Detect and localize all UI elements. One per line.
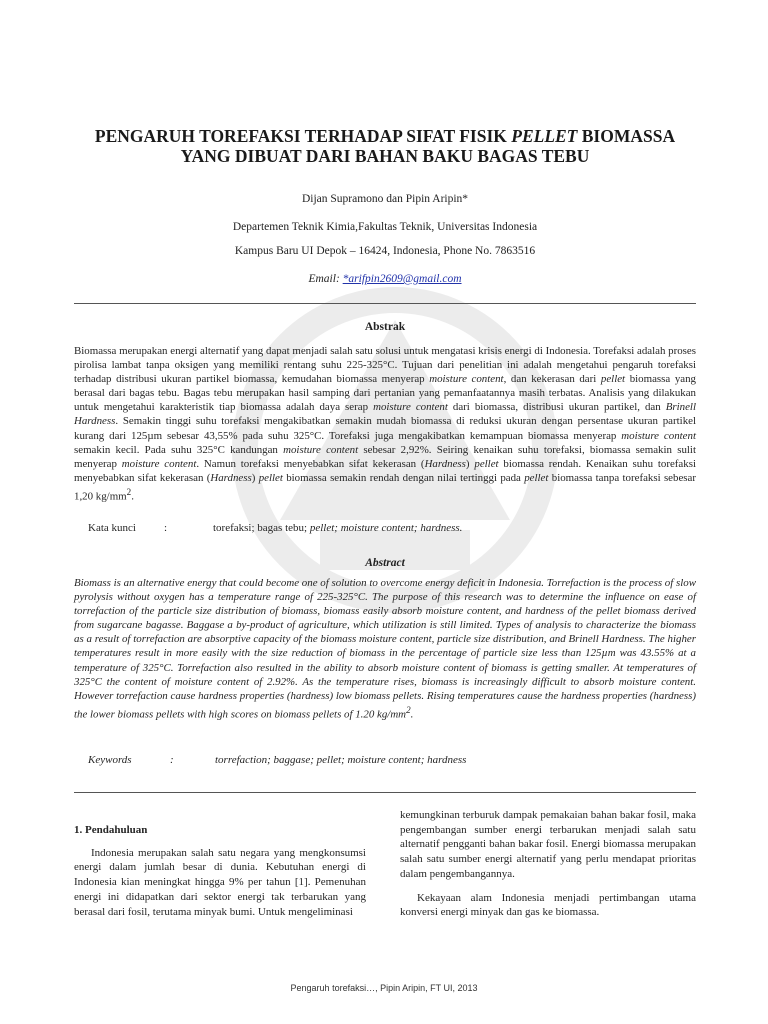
abstract-heading: Abstract: [365, 557, 405, 569]
keywords-value: torrefaction; baggase; pellet; moisture content; hardness: [215, 754, 467, 766]
email-label: Email:: [308, 273, 343, 285]
section-heading: 1. Pendahuluan: [74, 824, 148, 836]
affiliation-department: Departemen Teknik Kimia,Fakultas Teknik, Universitas Indonesia: [232, 221, 538, 233]
email-line: [60, 273, 710, 285]
kata-kunci-value: torefaksi; bagas tebu; pellet; moisture content; hardness.: [213, 522, 463, 534]
authors: Dijan Supramono dan Pipin Aripin*: [301, 193, 469, 205]
abstract-divider: [74, 792, 696, 793]
abstrak-heading: Abstrak: [364, 321, 406, 333]
page-footer: Pengaruh torefaksi…, Pipin Aripin, FT UI, 2013: [290, 983, 478, 993]
affiliation-address: Kampus Baru UI Depok – 16424, Indonesia, Phone No. 7863516: [234, 245, 536, 257]
left-column: [74, 823, 366, 919]
abstract-body: Biomass is an alternative energy that could become one of solution to overcome energy deficit in Indonesia. Torrefaction is the process of slow pyrolysis without oxygen has a temperature range of 225-325°C. The purpose of this research was to determine the influence on ease of torrefaction of the particle size distribution of biomass, biomass easily absorb moisture content, and hardness of the pellet biomass derived from sugarcane bagasse. Baggase a by-product of agriculture, which utilization is still limited. Types of analysis to characterize the biomass as a result of torrefaction are absorptive capacity of the biomass moisture content, particle size distribution, and Brinell Hardness. The higher temperatures result in more easily with the size reduction of biomass in the percentage of particle size less than 125µm was 43.55% at a temperature of 325°C. Torrefaction also resulted in the ability to absorb moisture content of biomass is getting smaller. At temperatures of 325°C the content of moisture content of 2.92%. As the temperature rises, biomass is increasingly difficult to absorb moisture content. However torrefaction cause hardness properties (hardness) low biomass pellets. Rising temperatures cause the hardness properties (hardness) the lower biomass pellets with high scores on biomass pellets of 1.20 $kg/mm^2$.: [74, 577, 696, 721]
kata-kunci-colon: :: [164, 522, 168, 534]
right-column: [400, 808, 696, 920]
intro-paragraph-continued: kemungkinan terburuk dampak pemakaian bahan bakar fosil, maka pengembangan sumber energi terbarukan menjadi salah satu alternatif pengganti bahan bakar fosil. Energi biomassa merupakan salah satu sumber energi alternatif yang perlu mendapat prioritas dalam pengembangannya.: [400, 809, 696, 880]
paper-title: [60, 126, 710, 166]
keywords-colon: :: [170, 754, 174, 766]
email-link[interactable]: *arifpin2609@gmail.com: [342, 273, 462, 285]
title-line2: YANG DIBUAT DARI BAHAN BAKU BAGAS TEBU: [180, 146, 590, 166]
title-italic-word: PELLET: [511, 126, 578, 146]
intro-paragraph-1: Indonesia merupakan salah satu negara yang mengkonsumsi energi dalam jumlah besar di dunia. Kebutuhan energi di Indonesia kian meningkat hingga 9% per tahun [1]. Pemenuhan energi ini didapatkan dari sektor energi tak terbarukan yang berasal dari fosil, terutama minyak bumi. Untuk mengeliminasi: [74, 846, 366, 918]
abstrak-body: Biomassa merupakan energi alternatif yang dapat menjadi salah satu solusi untuk mengatasi krisis energi di Indonesia. Torefaksi adalah proses pirolisa lambat tanpa oksigen yang memiliki rentang suhu 225-325°C. Tujuan dari penelitian ini adalah mengetahui pengaruh torefaksi terhadap distribusi ukuran partikel biomassa, kemudahan biomassa menyerap moisture content, dan kekerasan dari pellet biomassa yang berasal dari bagas tebu. Bagas tebu merupakan hasil samping dari pertanian yang pemanfaatannya masih terbatas. Analisis yang dilakukan untuk mengetahui karakteristik tiap biomassa adalah daya serap moisture content dari biomassa, distribusi ukuran partikel, dan Brinell Hardness. Semakin tinggi suhu torefaksi mengakibatkan semakin mudah biomassa di reduksi ukuran dengan persentase ukuran partikel kurang dari 125µm sebesar 43,55% pada suhu 325°C. Torefaksi juga mengakibatkan kemampuan biomassa menyerap moisture content semakin kecil. Pada suhu 325°C kandungan moisture content sebesar 2,92%. Seiring kenaikan suhu torefaksi, biomassa semakin sulit menyerap moisture content. Namun torefaksi menyebabkan sifat kekerasan (Hardness) pellet biomassa rendah. Kenaikan suhu torefaksi menyebabkan sifat kekerasan (Hardness) pellet biomassa semakin rendah dengan nilai tertinggi pada pellet biomassa tanpa torefaksi sebesar 1,20 $kg/mm^2$.: [74, 345, 696, 503]
header-divider: [74, 303, 696, 304]
intro-paragraph-2: Kekayaan alam Indonesia menjadi pertimbangan utama konversi energi minyak dan gas ke biomassa.: [400, 891, 696, 919]
title-line1-end: BIOMASSA: [577, 126, 676, 146]
title-line1-start: PENGARUH TOREFAKSI TERHADAP SIFAT FISIK: [94, 126, 512, 146]
kata-kunci-label: Kata kunci: [88, 522, 136, 534]
keywords-label: Keywords: [88, 754, 132, 766]
